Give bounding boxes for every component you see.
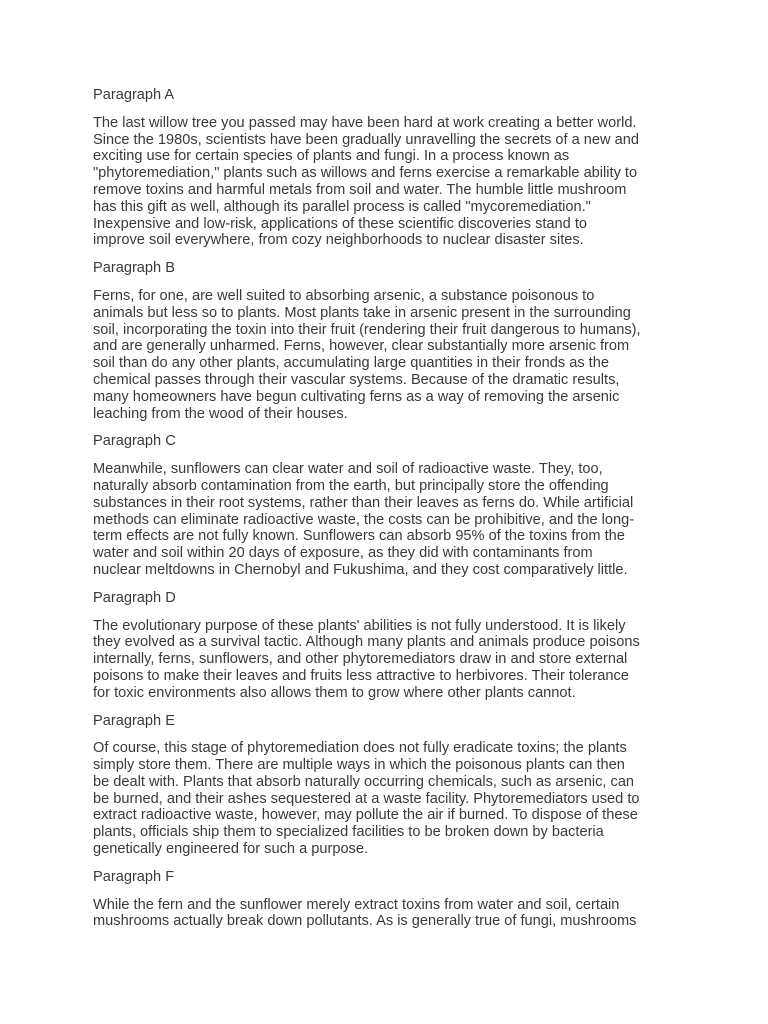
paragraph-heading-c: Paragraph C: [93, 433, 176, 450]
paragraph-body-d: [93, 618, 677, 702]
text-line: methods can eliminate radioactive waste, the costs can be prohibitive, and the long-: [93, 511, 635, 528]
text-line: term effects are not fully known. Sunflowers can absorb 95% of the toxins from the: [93, 528, 625, 545]
text-line: be burned, and their ashes sequestered at a waste facility. Phytoremediators used to: [93, 790, 640, 807]
text-line: and are generally unharmed. Ferns, however, clear substantially more arsenic from: [93, 338, 630, 355]
text-line: While the fern and the sunflower merely extract toxins from water and soil, certain: [93, 896, 620, 913]
text-line: The evolutionary purpose of these plants' abilities is not fully understood. It is likely: [93, 617, 626, 634]
text-line: "phytoremediation," plants such as willows and ferns exercise a remarkable ability to: [93, 165, 638, 182]
paragraph-heading-e: Paragraph E: [93, 712, 175, 729]
paragraph-heading-f: Paragraph F: [93, 868, 175, 885]
text-line: water and soil within 20 days of exposure, as they did with contaminants from: [93, 545, 593, 562]
text-line: naturally absorb contamination from the earth, but principally store the offending: [93, 477, 609, 494]
text-line: animals but less so to plants. Most plants take in arsenic present in the surrounding: [93, 304, 631, 321]
text-line: leaching from the wood of their houses.: [93, 405, 348, 422]
text-line: Ferns, for one, are well suited to absorbing arsenic, a substance poisonous to: [93, 287, 595, 304]
text-line: soil than do any other plants, accumulating large quantities in their fronds as the: [93, 355, 609, 372]
text-line: poisons to make their leaves and fruits less attractive to herbivores. Their tolerance: [93, 667, 629, 684]
text-line: soil, incorporating the toxin into their fruit (rendering their fruit dangerous to humans),: [93, 321, 641, 338]
text-line: chemical passes through their vascular systems. Because of the dramatic results,: [93, 371, 620, 388]
text-line: Since the 1980s, scientists have been gradually unravelling the secrets of a new and: [93, 131, 639, 148]
paragraph-body-c: [93, 461, 677, 579]
text-line: extract radioactive waste, however, may pollute the air if burned. To dispose of these: [93, 807, 638, 824]
text-line: nuclear meltdowns in Chernobyl and Fukushima, and they cost comparatively little.: [93, 561, 628, 578]
paragraph-body-b: [93, 288, 677, 422]
text-line: improve soil everywhere, from cozy neighborhoods to nuclear disaster sites.: [93, 232, 584, 249]
text-line: for toxic environments also allows them to grow where other plants cannot.: [93, 684, 576, 701]
text-line: Of course, this stage of phytoremediation does not fully eradicate toxins; the plants: [93, 740, 627, 757]
text-line: mushrooms actually break down pollutants. As is generally true of fungi, mushrooms: [93, 913, 637, 930]
paragraph-body-e: [93, 740, 677, 858]
text-line: The last willow tree you passed may have been hard at work creating a better world.: [93, 114, 637, 131]
text-line: has this gift as well, although its parallel process is called "mycoremediation.": [93, 198, 591, 215]
text-line: Meanwhile, sunflowers can clear water and soil of radioactive waste. They, too,: [93, 461, 603, 478]
text-line: simply store them. There are multiple ways in which the poisonous plants can then: [93, 757, 625, 774]
text-line: Inexpensive and low-risk, applications of these scientific discoveries stand to: [93, 215, 588, 232]
text-line: many homeowners have begun cultivating ferns as a way of removing the arsenic: [93, 388, 620, 405]
text-line: exciting use for certain species of plants and fungi. In a process known as: [93, 148, 570, 165]
paragraph-heading-d: Paragraph D: [93, 589, 176, 606]
paragraph-body-f: [93, 897, 677, 931]
text-line: genetically engineered for such a purpose.: [93, 841, 369, 858]
text-line: substances in their root systems, rather than their leaves as ferns do. While artificial: [93, 494, 634, 511]
text-line: be dealt with. Plants that absorb naturally occurring chemicals, such as arsenic, can: [93, 773, 635, 790]
paragraph-heading-b: Paragraph B: [93, 260, 175, 277]
text-line: plants, officials ship them to specialized facilities to be broken down by bacteria: [93, 824, 604, 841]
document-page: [93, 87, 677, 941]
text-line: they evolved as a survival tactic. Although many plants and animals produce poisons: [93, 634, 640, 651]
text-line: internally, ferns, sunflowers, and other phytoremediators draw in and store external: [93, 651, 628, 668]
text-line: remove toxins and harmful metals from soil and water. The humble little mushroom: [93, 181, 627, 198]
paragraph-body-a: [93, 115, 677, 249]
paragraph-heading-a: Paragraph A: [93, 87, 175, 103]
